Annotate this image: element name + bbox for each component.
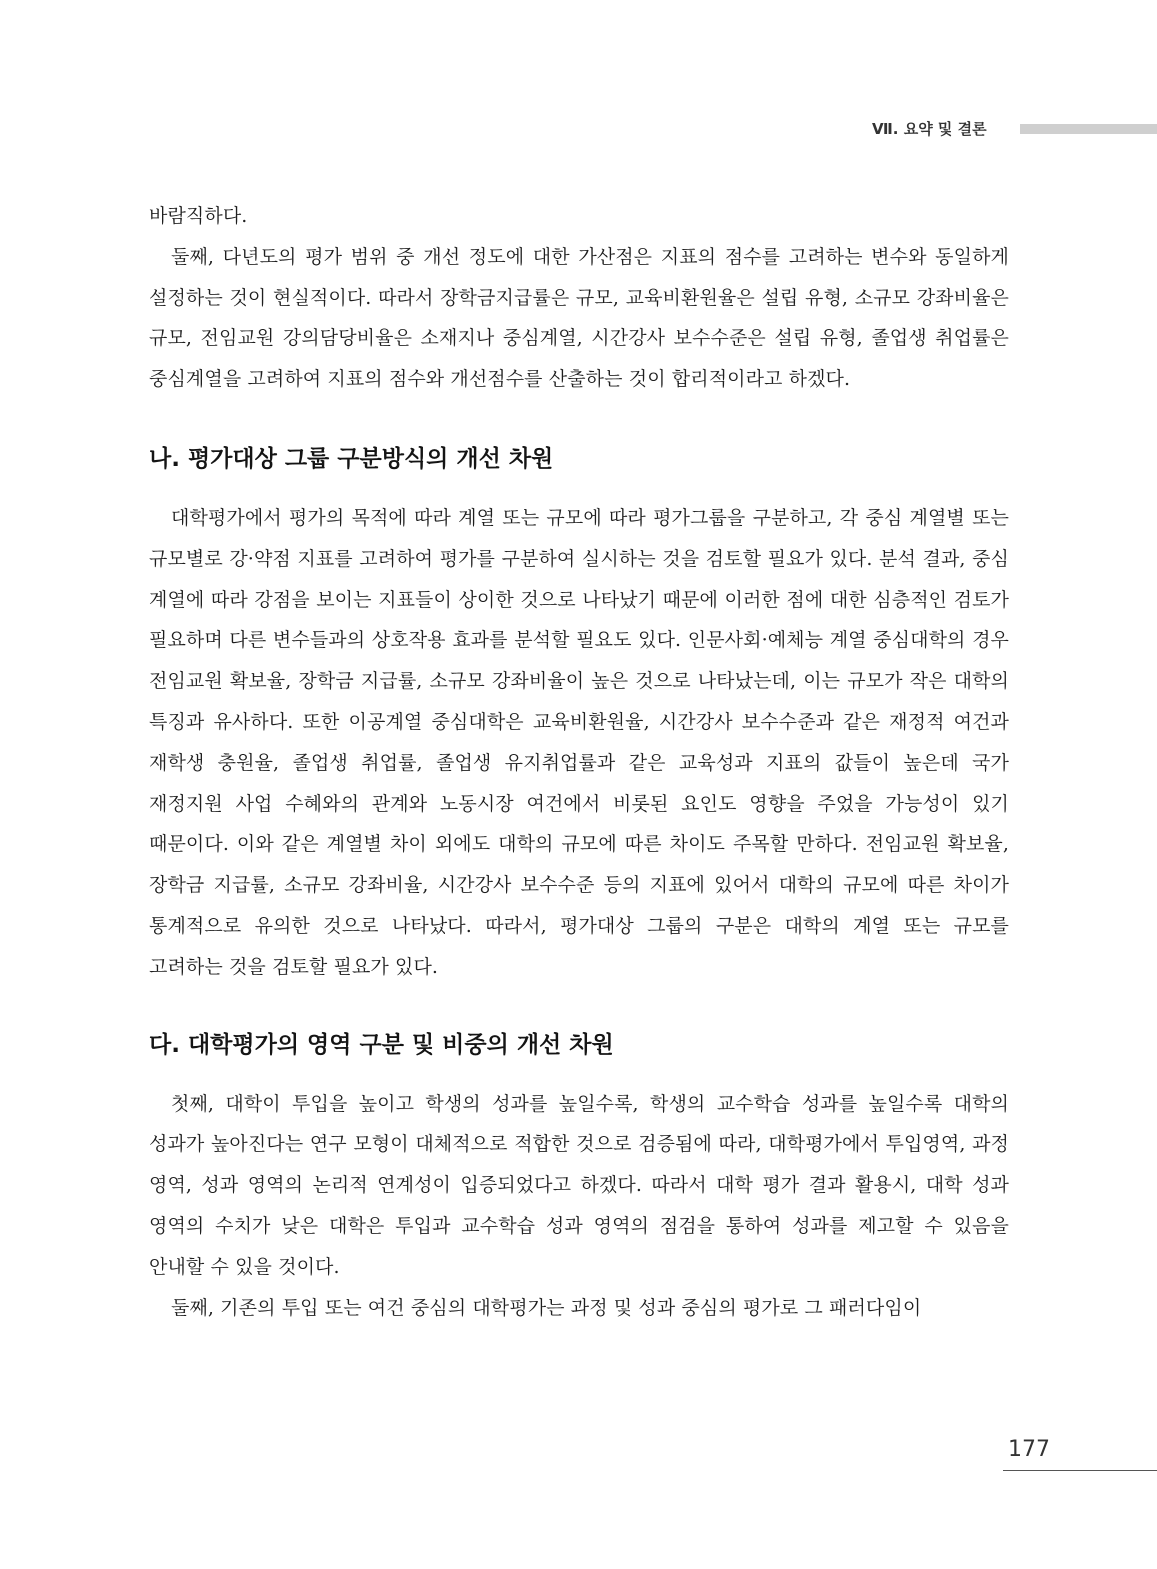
running-header [872, 118, 1157, 142]
section-da-paragraph-1: 첫째, 대학이 투입을 높이고 학생의 성과를 높일수록, 학생의 교수학습 성과를 높일수록 대학의 성과가 높아진다는 연구 모형이 대체적으로 적합한 것으로 검증됨에 따라, 대학평가에서 투입영역, 과정 영역, 성과 영역의 논리적 연계성이 입증되었다고 하겠다. 따라서 대학 평가 결과 활용시, 대학 성과 영역의 수치가 낮은 대학은 투입과 교수학습 성과 영역의 점검을 통하여 성과를 제고할 수 있음을 안내할 수 있을 것이다. [149, 1092, 1009, 1278]
page-body [149, 196, 1009, 1328]
chapter-title: Ⅶ. 요약 및 결론 [872, 120, 987, 138]
intro-paragraph-2: 둘째, 다년도의 평가 범위 중 개선 정도에 대한 가산점은 지표의 점수를 고려하는 변수와 동일하게 설정하는 것이 현실적이다. 따라서 장학금지급률은 규모, 교육비환원율은 설립 유형, 소규모 강좌비율은 규모, 전임교원 강의담당비율은 소재지나 중심계열, 시간강사 보수수준은 설립 유형, 졸업생 취업률은 중심계열을 고려하여 지표의 점수와 개선점수를 산출하는 것이 합리적이라고 하겠다. [149, 245, 1009, 391]
section-title-na: 나. 평가대상 그룹 구분방식의 개선 차원 [149, 445, 554, 472]
page-number-rule [1003, 1470, 1157, 1471]
section-da-paragraph-2: 둘째, 기존의 투입 또는 여건 중심의 대학평가는 과정 및 성과 중심의 평가로 그 패러다임이 [171, 1296, 922, 1319]
header-bar [1020, 124, 1157, 134]
section-title-da: 다. 대학평가의 영역 구분 및 비중의 개선 차원 [149, 1031, 614, 1058]
page-number: 177 [1008, 1437, 1050, 1462]
section-na-paragraph-1: 대학평가에서 평가의 목적에 따라 계열 또는 규모에 따라 평가그룹을 구분하고, 각 중심 계열별 또는 규모별로 강·약점 지표를 고려하여 평가를 구분하여 실시하는 것을 검토할 필요가 있다. 분석 결과, 중심 계열에 따라 강점을 보이는 지표들이 상이한 것으로 나타났기 때문에 이러한 점에 대한 심층적인 검토가 필요하며 다른 변수들과의 상호작용 효과를 분석할 필요도 있다. 인문사회·예체능 계열 중심대학의 경우 전임교원 확보율, 장학금 지급률, 소규모 강좌비율이 높은 것으로 나타났는데, 이는 규모가 작은 대학의 특징과 유사하다. 또한 이공계열 중심대학은 교육비환원율, 시간강사 보수수준과 같은 재정적 여건과 재학생 충원율, 졸업생 취업률, 졸업생 유지취업률과 같은 교육성과 지표의 값들이 높은데 국가 재정지원 사업 수혜와의 관계와 노동시장 여건에서 비롯된 요인도 영향을 주었을 가능성이 있기 때문이다. 이와 같은 계열별 차이 외에도 대학의 규모에 따른 차이도 주목할 만하다. 전임교원 확보율, 장학금 지급률, 소규모 강좌비율, 시간강사 보수수준 등의 지표에 있어서 대학의 규모에 따른 차이가 통계적으로 유의한 것으로 나타났다. 따라서, 평가대상 그룹의 구분은 대학의 계열 또는 규모를 고려하는 것을 검토할 필요가 있다. [149, 506, 1009, 978]
intro-paragraph-1: 바람직하다. [149, 205, 248, 227]
